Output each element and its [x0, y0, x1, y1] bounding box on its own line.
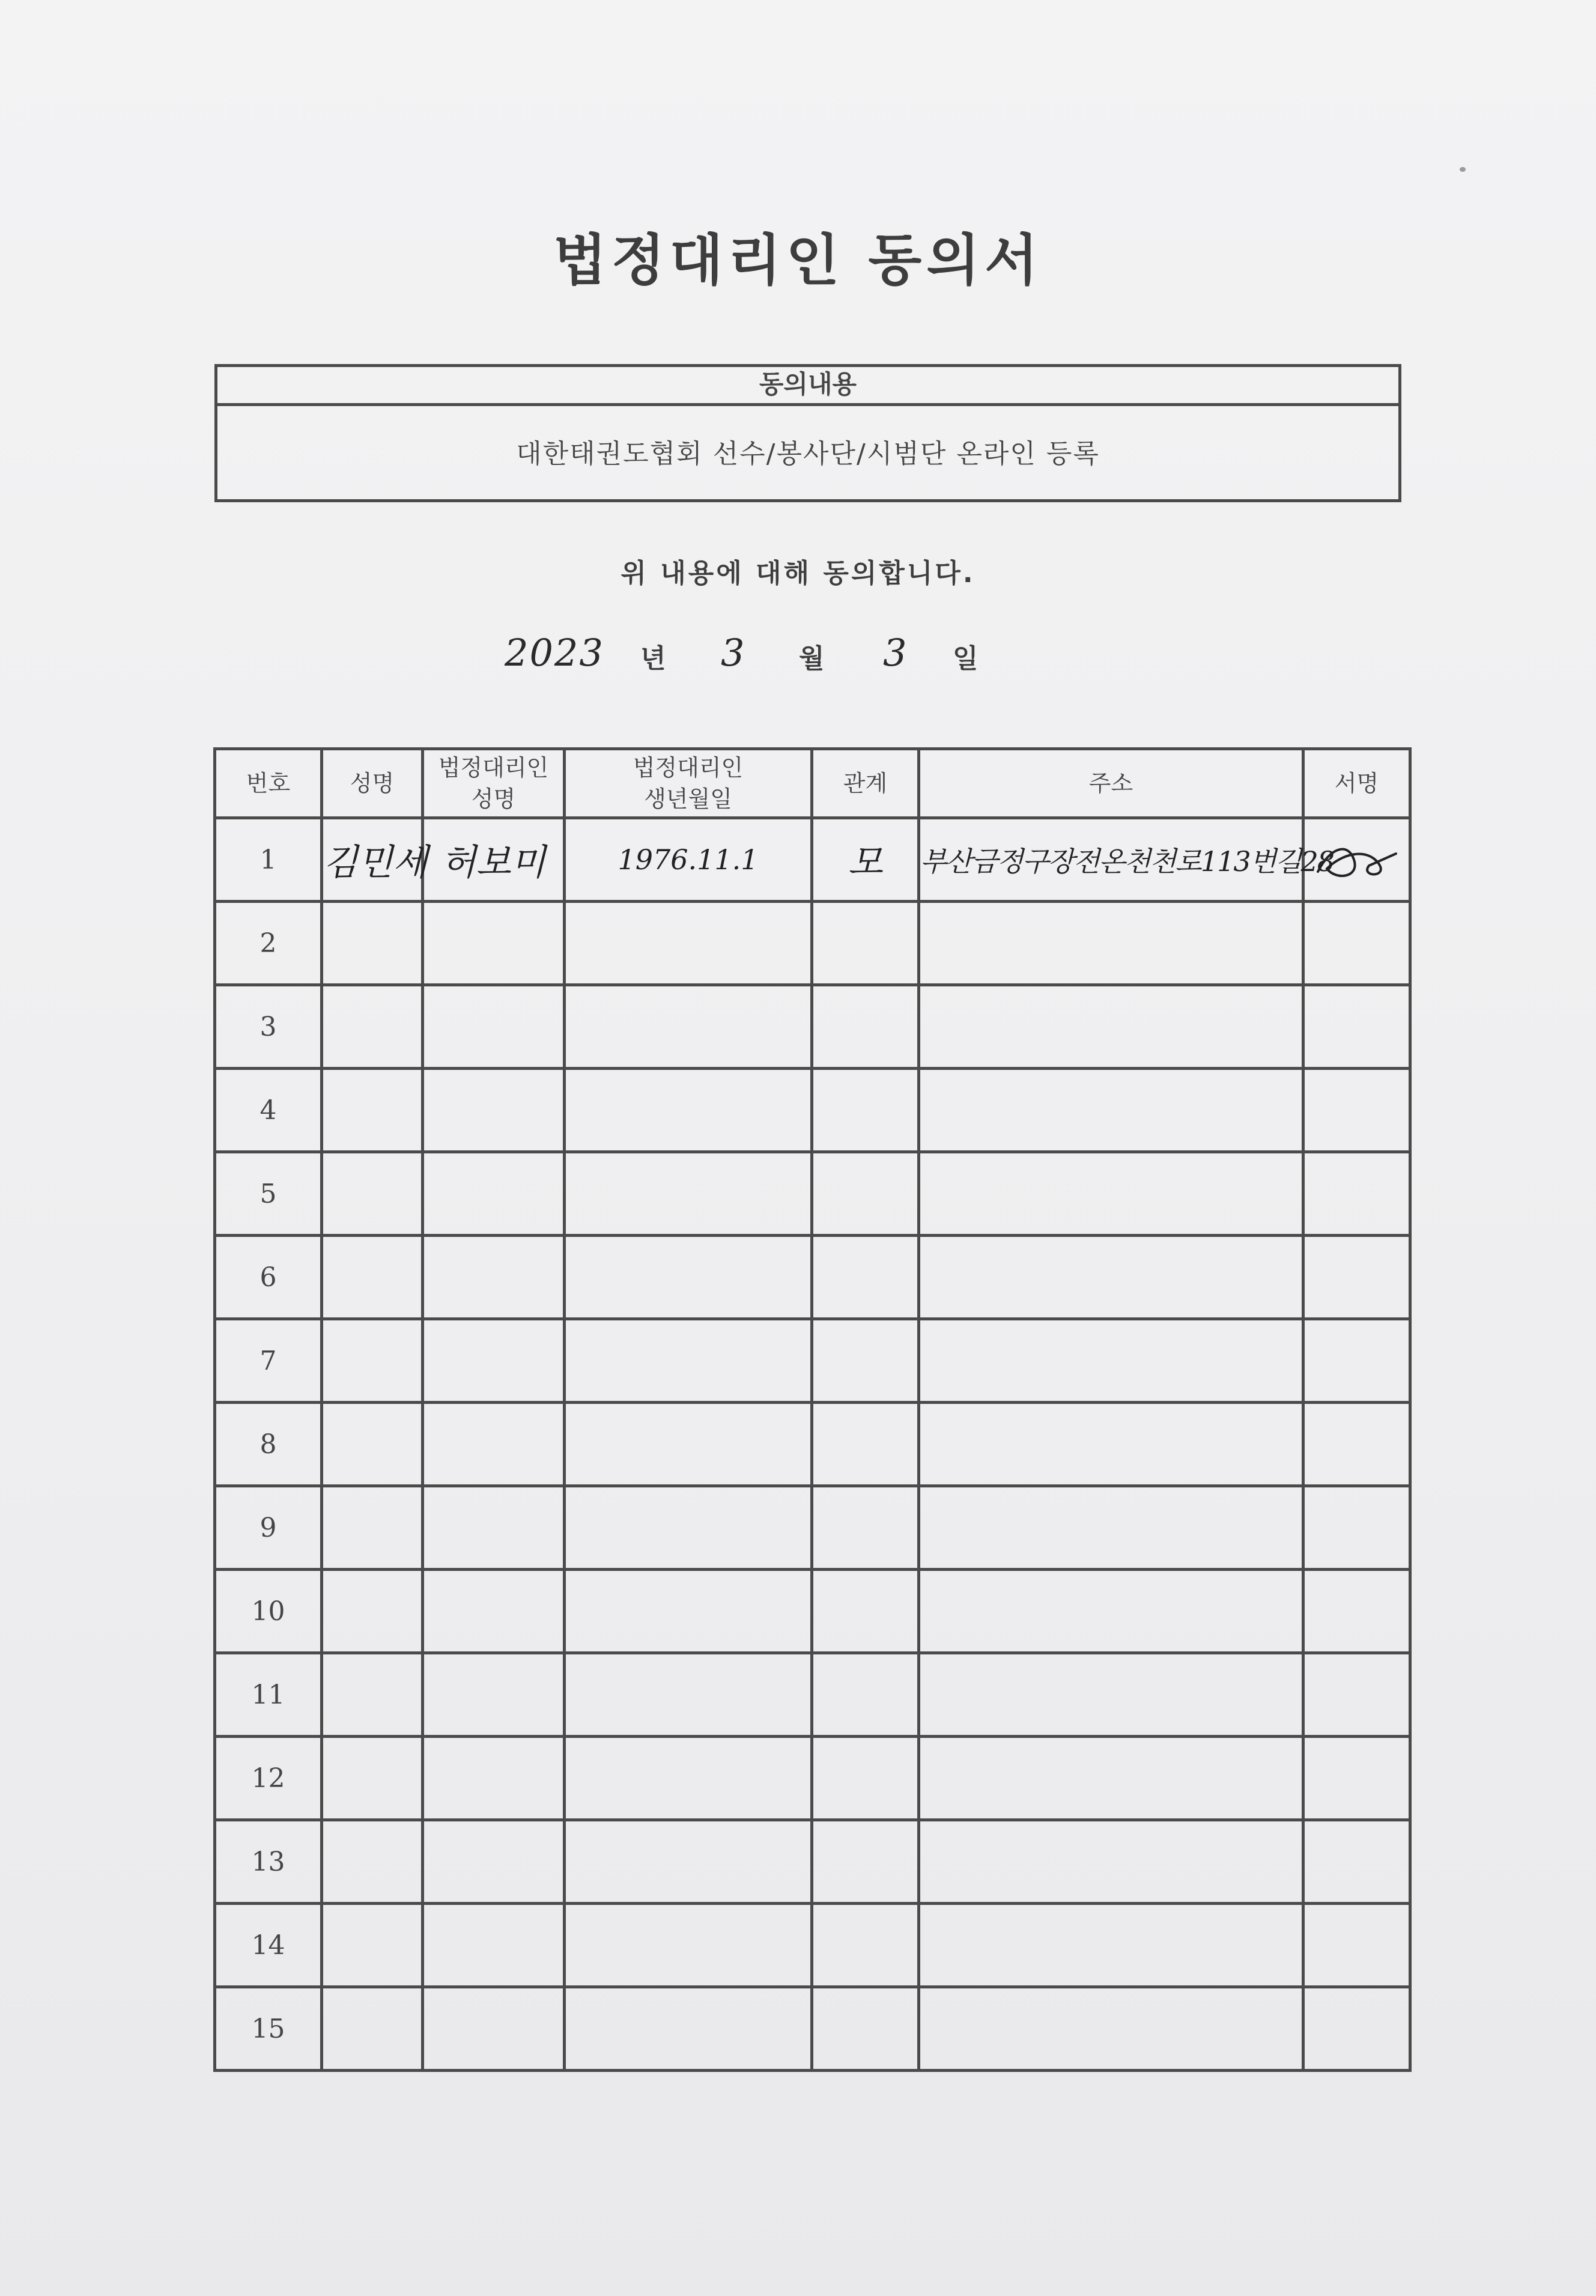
cell-relation[interactable]: [812, 1987, 919, 2071]
cell-guardian-name[interactable]: [423, 818, 565, 902]
cell-relation[interactable]: [812, 1069, 919, 1152]
date-year: 2023: [505, 631, 604, 675]
cell-guardian-birth[interactable]: [565, 1904, 812, 1987]
cell-guardian-birth[interactable]: [565, 1403, 812, 1486]
table-row: [215, 1737, 1410, 1820]
cell-number: 14: [215, 1904, 322, 1987]
cell-name[interactable]: [322, 902, 423, 985]
cell-signature[interactable]: [1303, 902, 1410, 985]
cell-number: 10: [215, 1570, 322, 1653]
cell-name[interactable]: [322, 1069, 423, 1152]
cell-number: 4: [215, 1069, 322, 1152]
cell-guardian-name[interactable]: [423, 985, 565, 1069]
date-month: 3: [721, 631, 746, 675]
date-year-unit: 년: [640, 643, 666, 674]
cell-guardian-birth[interactable]: [565, 818, 812, 902]
cell-number: 6: [215, 1236, 322, 1319]
cell-relation[interactable]: [812, 1820, 919, 1904]
cell-signature[interactable]: [1303, 1069, 1410, 1152]
cell-address[interactable]: [919, 1570, 1303, 1653]
handwritten-relation: 모: [848, 842, 883, 884]
cell-guardian-birth[interactable]: [565, 902, 812, 985]
cell-signature[interactable]: [1303, 1904, 1410, 1987]
cell-signature[interactable]: [1303, 1737, 1410, 1820]
cell-name[interactable]: [322, 1403, 423, 1486]
cell-guardian-birth[interactable]: [565, 1737, 812, 1820]
cell-guardian-name[interactable]: [423, 1152, 565, 1236]
cell-guardian-name[interactable]: [423, 1820, 565, 1904]
table-row: [215, 1069, 1410, 1152]
table-row: [215, 985, 1410, 1069]
consent-box: [214, 364, 1401, 502]
cell-name[interactable]: [322, 1987, 423, 2071]
table-row: [215, 1653, 1410, 1737]
cell-number: 5: [215, 1152, 322, 1236]
cell-signature[interactable]: [1303, 1570, 1410, 1653]
cell-address[interactable]: [919, 1987, 1303, 2071]
cell-guardian-name[interactable]: [423, 1236, 565, 1319]
cell-guardian-name[interactable]: [423, 1737, 565, 1820]
table-row: [215, 1820, 1410, 1904]
cell-relation[interactable]: [812, 985, 919, 1069]
date-day-unit: 일: [953, 643, 979, 674]
cell-address[interactable]: [919, 1653, 1303, 1737]
cell-signature[interactable]: [1303, 1403, 1410, 1486]
table-row: [215, 1319, 1410, 1403]
cell-signature[interactable]: [1303, 1236, 1410, 1319]
cell-name[interactable]: [322, 1904, 423, 1987]
cell-guardian-birth[interactable]: [565, 1319, 812, 1403]
cell-signature[interactable]: [1303, 1486, 1410, 1570]
cell-signature[interactable]: [1303, 1820, 1410, 1904]
handwritten-name: 김민세: [323, 842, 428, 884]
table-row: [215, 1486, 1410, 1570]
consent-body: 대한태권도협회 선수/봉사단/시범단 온라인 등록: [516, 439, 1100, 469]
table-row: [215, 1987, 1410, 2071]
cell-name[interactable]: [322, 1653, 423, 1737]
cell-name[interactable]: [322, 985, 423, 1069]
table-row: [215, 1403, 1410, 1486]
cell-guardian-name[interactable]: [423, 1486, 565, 1570]
cell-address[interactable]: [919, 1737, 1303, 1820]
col-header-address: 주소: [919, 749, 1303, 818]
cell-guardian-birth[interactable]: [565, 1236, 812, 1319]
cell-guardian-birth[interactable]: [565, 1987, 812, 2071]
scan-speck: [1460, 167, 1466, 172]
col-header-number: 번호: [215, 749, 322, 818]
handwritten-address: 부산금정구장전온천천로113번길28: [920, 845, 1334, 878]
cell-number: 7: [215, 1319, 322, 1403]
date-month-unit: 월: [799, 643, 825, 674]
cell-guardian-name[interactable]: [423, 1319, 565, 1403]
handwritten-guardian-name: 허보미: [441, 842, 546, 884]
cell-relation[interactable]: [812, 1737, 919, 1820]
consent-header: 동의내용: [217, 367, 1398, 406]
handwritten-guardian-birth: 1976.11.1: [617, 843, 759, 876]
cell-relation[interactable]: [812, 902, 919, 985]
cell-address[interactable]: [919, 1904, 1303, 1987]
cell-address[interactable]: [919, 1069, 1303, 1152]
cell-number: 3: [215, 985, 322, 1069]
cell-address[interactable]: [919, 985, 1303, 1069]
cell-signature[interactable]: [1303, 1987, 1410, 2071]
cell-relation[interactable]: [812, 1904, 919, 1987]
col-header-relation: 관계: [812, 749, 919, 818]
cell-relation[interactable]: [812, 1319, 919, 1403]
cell-address[interactable]: [919, 1820, 1303, 1904]
col-header-guardian-birth: 법정대리인 생년월일: [565, 749, 812, 818]
cell-number: 13: [215, 1820, 322, 1904]
table-header-row: [215, 749, 1410, 818]
cell-name[interactable]: [322, 1319, 423, 1403]
table-body: [215, 818, 1410, 2071]
table-row: [215, 902, 1410, 985]
cell-relation[interactable]: [812, 1570, 919, 1653]
cell-name[interactable]: [322, 1737, 423, 1820]
cell-guardian-birth[interactable]: [565, 1486, 812, 1570]
col-header-name: 성명: [322, 749, 423, 818]
cell-signature[interactable]: [1303, 1319, 1410, 1403]
cell-address[interactable]: [919, 1403, 1303, 1486]
cell-guardian-name[interactable]: [423, 902, 565, 985]
table-row: [215, 1236, 1410, 1319]
cell-name[interactable]: [322, 1486, 423, 1570]
cell-guardian-birth[interactable]: [565, 985, 812, 1069]
cell-number: 12: [215, 1737, 322, 1820]
cell-address[interactable]: [919, 1152, 1303, 1236]
cell-address[interactable]: [919, 1319, 1303, 1403]
table-row: [215, 1570, 1410, 1653]
cell-number: 11: [215, 1653, 322, 1737]
cell-relation[interactable]: [812, 1152, 919, 1236]
cell-number: 2: [215, 902, 322, 985]
col-header-signature: 서명: [1303, 749, 1410, 818]
cell-guardian-name[interactable]: [423, 1069, 565, 1152]
cell-name[interactable]: [322, 818, 428, 902]
cell-name[interactable]: [322, 1152, 423, 1236]
table-row: [215, 1152, 1410, 1236]
cell-guardian-birth[interactable]: [565, 1820, 812, 1904]
cell-guardian-birth[interactable]: [565, 1152, 812, 1236]
col-header-guardian-name: 법정대리인 성명: [423, 749, 565, 818]
table-row: [215, 818, 1410, 902]
cell-guardian-name[interactable]: [423, 1403, 565, 1486]
cell-relation[interactable]: [812, 1486, 919, 1570]
cell-guardian-name[interactable]: [423, 1904, 565, 1987]
cell-name[interactable]: [322, 1820, 423, 1904]
cell-guardian-name[interactable]: [423, 1653, 565, 1737]
cell-signature[interactable]: [1303, 1152, 1410, 1236]
cell-address[interactable]: [919, 1486, 1303, 1570]
guardian-table: [213, 747, 1412, 2072]
cell-name[interactable]: [322, 1570, 423, 1653]
cell-signature[interactable]: [1303, 985, 1410, 1069]
cell-name[interactable]: [322, 1236, 423, 1319]
cell-guardian-name[interactable]: [423, 1570, 565, 1653]
cell-relation[interactable]: [812, 1653, 919, 1737]
table-row: [215, 1904, 1410, 1987]
cell-number: 1: [215, 818, 322, 902]
cell-number: 15: [215, 1987, 322, 2071]
cell-relation[interactable]: [812, 1236, 919, 1319]
cell-address[interactable]: [919, 818, 1334, 902]
cell-address[interactable]: [919, 902, 1303, 985]
cell-relation[interactable]: [812, 1403, 919, 1486]
agree-statement: 위 내용에 대해 동의합니다.: [620, 558, 976, 589]
cell-number: 8: [215, 1403, 322, 1486]
cell-relation[interactable]: [812, 818, 919, 902]
cell-guardian-birth[interactable]: [565, 1570, 812, 1653]
cell-guardian-birth[interactable]: [565, 1653, 812, 1737]
cell-address[interactable]: [919, 1236, 1303, 1319]
cell-guardian-birth[interactable]: [565, 1069, 812, 1152]
document-title: 법정대리인 동의서: [553, 228, 1043, 293]
date-day: 3: [883, 631, 908, 675]
cell-guardian-name[interactable]: [423, 1987, 565, 2071]
cell-number: 9: [215, 1486, 322, 1570]
cell-signature[interactable]: [1303, 1653, 1410, 1737]
